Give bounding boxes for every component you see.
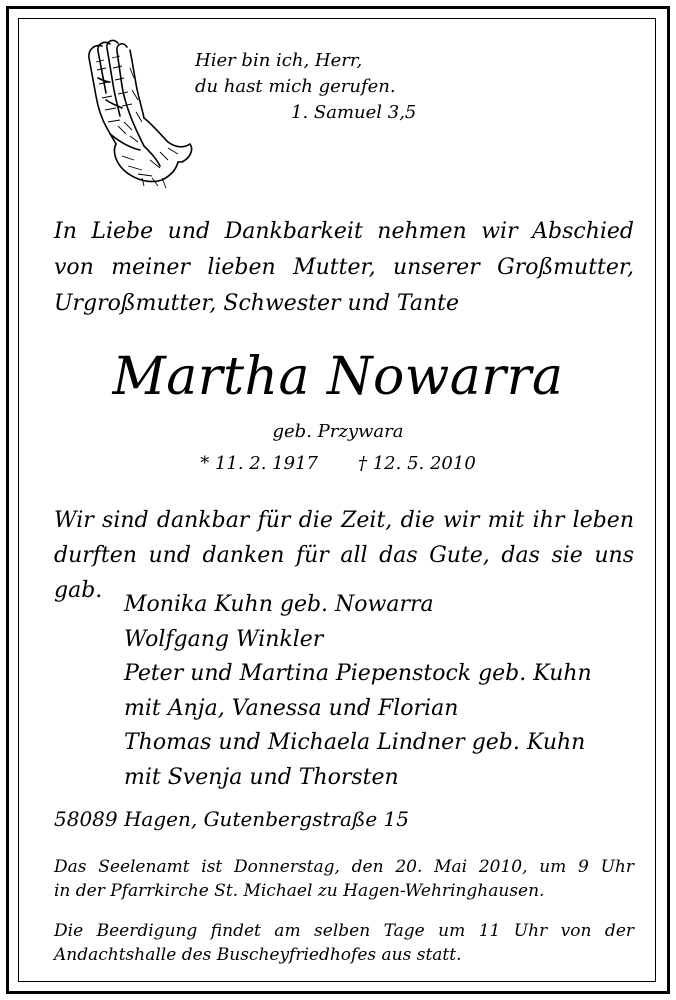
family-address: 58089 Hagen, Gutenbergstraße 15	[54, 807, 409, 831]
quote-reference: 1. Samuel 3,5	[291, 102, 417, 123]
birth-date: * 11. 2. 1917	[200, 453, 318, 474]
mourner-entry: mit Svenja und Thorsten	[124, 764, 399, 790]
farewell-line: In Liebe und Dankbarkeit nehmen wir Abschied	[54, 219, 634, 244]
requiem-line: Das Seelenamt ist Donnerstag, den 20. Mai 2010, um 9 Uhr	[54, 857, 634, 877]
death-date: † 12. 5. 2010	[358, 453, 476, 474]
quote-line: du hast mich gerufen.	[195, 76, 396, 97]
deceased-name: Martha Nowarra	[112, 347, 564, 407]
mourner-entry: Thomas und Michaela Lindner geb. Kuhn	[124, 730, 586, 755]
life-dates	[0, 452, 676, 476]
farewell-line: Urgroßmutter, Schwester und Tante	[54, 291, 460, 316]
mourner-entry: mit Anja, Vanessa und Florian	[124, 695, 459, 721]
mourners-list	[124, 588, 592, 795]
quote-line: Hier bin ich, Herr,	[195, 50, 363, 71]
praying-hands-icon	[72, 38, 197, 190]
burial-notice	[54, 919, 634, 967]
burial-line: Die Beerdigung findet am selben Tage um 11 Uhr von der	[54, 921, 634, 941]
requiem-line: in der Pfarrkirche St. Michael zu Hagen-Wehringhausen.	[54, 881, 545, 901]
mourner-entry: Wolfgang Winkler	[124, 626, 324, 652]
burial-line: Andachtshalle des Buscheyfriedhofes aus statt.	[54, 945, 462, 965]
farewell-line: von meiner lieben Mutter, unserer Großmutter,	[54, 255, 634, 280]
bible-quote	[195, 48, 416, 126]
gratitude-line: durften und danken für all das Gute, das sie uns gab.	[54, 543, 634, 603]
farewell-paragraph	[54, 214, 634, 322]
gratitude-line: Wir sind dankbar für die Zeit, die wir mit ihr leben	[54, 508, 634, 533]
requiem-notice	[54, 855, 634, 903]
mourner-entry: Peter und Martina Piepenstock geb. Kuhn	[124, 661, 592, 686]
mourner-entry: Monika Kuhn geb. Nowarra	[124, 592, 434, 617]
birth-name: geb. Przywara	[272, 421, 404, 442]
